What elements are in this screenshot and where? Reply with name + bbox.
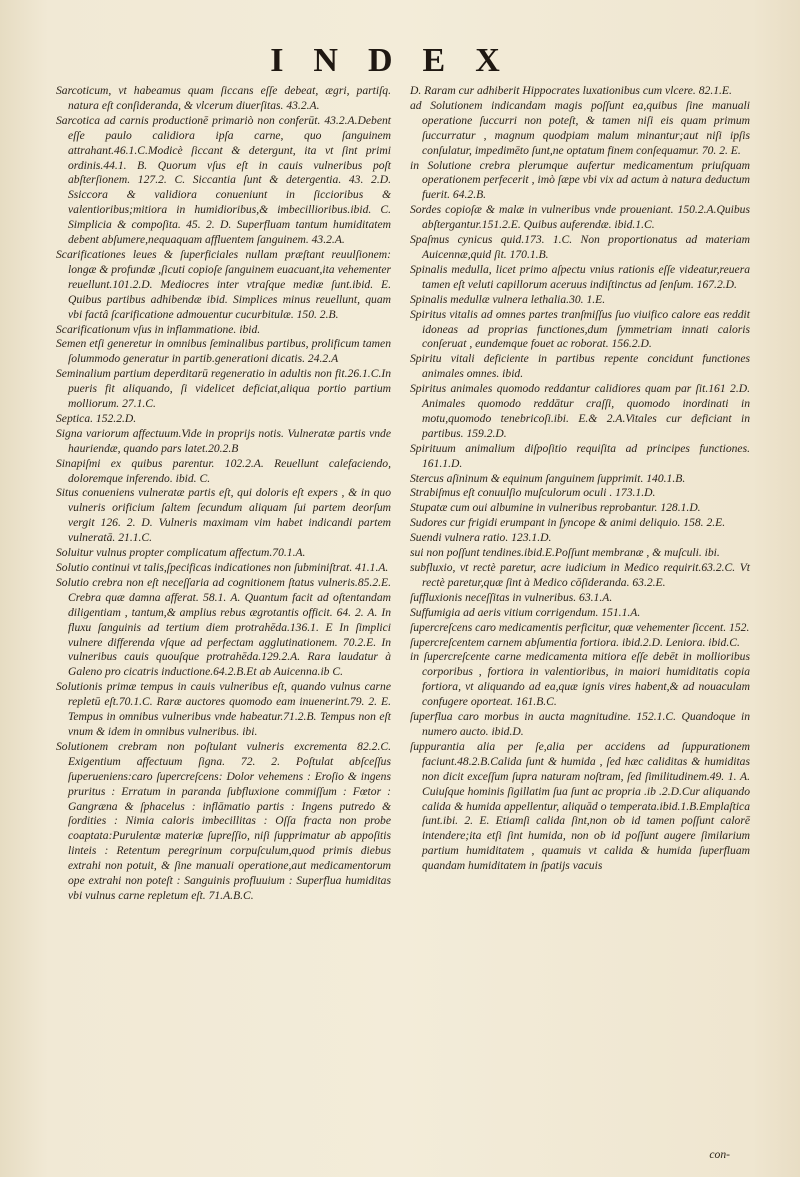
index-entry: Suendi vulnera ratio. 123.1.D. xyxy=(410,531,552,545)
index-column-right xyxy=(410,84,750,874)
index-entry: Stercus aſininum & equinum ſanguinem ſupprimit. 140.1.B. xyxy=(410,471,686,485)
index-entry: Solutionis primæ tempus in cauis vulneribus eſt, quando vulnus carne repletū eſt.70.1.C. Raræ auctores quomodo eam inuenerint.79. 2. E. Tempus in omnibus vulneribus vnde habeatur.71.2.B. Tempus non eſt vnum & idem in omnibus vulneribus. ibi. xyxy=(56,680,391,738)
index-entry: ſupercreſcens caro medicamentis perficitur, quæ vehementer ſiccent. 152. xyxy=(410,620,750,634)
index-entry: Sordes copioſæ & malæ in vulneribus vnde proueniant. 150.2.A.Quibus abſtergantur.151.2.E. Quibus auferendæ. ibid.1.C. xyxy=(410,203,750,232)
index-entry: Situs conueniens vulneratæ partis eſt, qui doloris eſt expers , & in quo vulneris orificium ſaltem ſecundum aliquam ſui partem deorſum vergit 126. 2. D. Vulneris maximam vim habet indicandi partem vulneratā. 21.1.C. xyxy=(56,486,391,545)
index-column-left xyxy=(56,84,391,904)
index-entry: D. Raram cur adhiberit Hippocrates luxationibus cum vlcere. 82.1.E. xyxy=(410,84,732,97)
index-entry: ſupercreſcentem carnem abſumentia fortiora. ibid.2.D. Leniora. ibid.C. xyxy=(410,635,740,649)
index-entry: Septica. 152.2.D. xyxy=(56,411,137,425)
index-entry: Strabiſmus eſt conuulſio muſculorum oculi . 173.1.D. xyxy=(410,486,656,500)
index-entry: subfluxio, vt rectè paretur, acre iudicium in Medico requirit.63.2.C. Vt rectè paretur,quæ ſint à Medico cōſideranda. 63.2.E. xyxy=(410,561,750,589)
index-entry: Spiritus animales quomodo reddantur calidiores quam par ſit.161 2.D. Animales quomodo reddātur craſſi, quomodo inordinati in motu,quomodo tenebricoſi.ibi. E.& 2.A.Vitales cur deficiant in partibus. 159.2.D. xyxy=(410,382,750,440)
index-entry: ad Solutionem indicandam magis poſſunt ea,quibus ſine manuali operatione ſuccurri non poteſt, & tamen niſi eis quam primum ſuccurratur , magnum quodpiam malum minantur;aut niſi ipſis conſulatur, impedimēto ſunt,ne optatum finem conſequamur. 70. 2. E. xyxy=(410,98,750,157)
index-entry: Solutio continui vt talis,ſpecificas indicationes non ſubminiſtrat. 41.1.A. xyxy=(56,561,389,574)
index-entry: sui non poſſunt tendines.ibid.E.Poſſunt membranæ , & muſculi. ibi. xyxy=(410,546,720,560)
index-entry: Spiritu vitali deficiente in partibus repente concidunt functiones animales omnes. ibid. xyxy=(410,352,750,381)
index-entry: Soluitur vulnus propter complicatum affectum.70.1.A. xyxy=(56,546,306,560)
index-entry: ſuperflua caro morbus in aucta magnitudine. 152.1.C. Quandoque in numero aucto. ibid.D. xyxy=(410,710,750,738)
index-entry: Signa variorum affectuum.Vide in proprijs notis. Vulneratæ partis vnde hauriendæ, quando pars latet.20.2.B xyxy=(56,426,391,455)
index-entry: Suffumigia ad aeris vitium corrigendum. 151.1.A. xyxy=(410,605,641,619)
page-title: INDEX xyxy=(270,42,530,79)
index-entry: Scarificationes leues & ſuperficiales nullam præſtant reuulſionem: longæ & profundæ ,ſicuti copioſe ſanguinem euacuant,ita vehementer reuellunt.101.2.D. Mediocres inter vtraſque mediæ ſunt.ibid. E. Quibus partibus adhibendæ ibid. Simplices minus reuellunt, quam vbi factâ ſcarificatione admouentur cucurbitulæ. 150. 2.B. xyxy=(56,247,391,321)
index-entry: Semen etſi generetur in omnibus ſeminalibus partibus, prolificum tamen ſolummodo generatur in partib.generationi dicatis. 24.2.A xyxy=(56,337,391,366)
index-entry: Spaſmus cynicus quid.173. 1.C. Non proportionatus ad materiam Auicennæ,quid ſit. 170.1.B. xyxy=(410,233,750,261)
index-entry: in ſupercreſcente carne medicamenta mitiora eſſe debēt in mollioribus corporibus , fortiora in valentioribus, in maiori humiditatis copia fortiora, vt aliquando ad ea,quæ ignis vires habent,& ad nouaculam confugere oporteat. 161.B.C. xyxy=(410,650,750,709)
index-entry: Sarcoticum, vt habeamus quam ſiccans eſſe debeat, ægri, partiſq. natura eſt conſideranda, & vlcerum diuerſitas. 43.2.A. xyxy=(56,84,391,112)
index-entry: Spirituum animalium diſpoſitio requiſita ad principes functiones. 161.1.D. xyxy=(410,441,750,470)
index-entry: Spiritus vitalis ad omnes partes tranſmiſſus ſuo viuifico calore eas reddit idoneas ad proprias functiones,dum ſymmetriam innati caloris conſeruat , eundemque fouet ac roborat. 156.2.D. xyxy=(410,307,750,351)
index-entry: ſuppurantia alia per ſe,alia per accidens ad ſuppurationem faciunt.48.2.B.Calida ſunt & humida , ſed hæc caliditas & humiditas non dicit exceſſum ſupra naturam noſtram, ſed ſimilitudinem.49. 1. A. Cuiuſque hominis ſigillatim ſua ſunt ac propria .ib .2.D.Cur aliquando calida & humida appellentur, aliquād o temperata.ibid.1.B.Emplaſtica ſunt.ibi. 2. E. Etiamſi calida ſint,non ob id tamen poſſunt calorē intendere;ita etſi ſint humida, non ob id poſſunt augere ſimilarium partium humiditatem , quamuis vt calida & humida ſuperfluam quandam humiditatem in ſpatijs vacuis xyxy=(410,739,750,873)
catchword: con- xyxy=(709,1148,730,1161)
index-entry: Sarcotica ad carnis productionē primariò non conferūt. 43.2.A.Debent eſſe paulo calidiora ipſa carne, quo ſanguinem attrahant.46.1.C.Modicè ſiccant & detergunt, ita vt ſint primi ordinis.44.1. B. Quorum vſus eſt in cauis vulneribus poſt abſterſionem. 127.2. C. Siccantia ſunt & detergentia. 43. 2.D. Ssiccora & validiora conueniunt in ſiccioribus & valentioribus;mitiora in humidioribus,& imbecillioribus.ibid. C. Simplicia & compoſita. 45. 2. D. Superfluam tantum humiditatem debent abſumere,nequaquam affluentem ſanguinem. 43.2.A. xyxy=(56,113,391,247)
index-entry: Stupatæ cum oui albumine in vulneribus reprobantur. 128.1.D. xyxy=(410,501,701,515)
index-entry: Sinapiſmi ex quibus parentur. 102.2.A. Reuellunt calefaciendo, doloremque inferendo. ibid. C. xyxy=(56,456,391,485)
index-entry: Solutionem crebram non poſtulant vulneris excrementa 82.2.C. Exigentium affectuum ſigna. 72. 2. Poſtulat abſceſſus ſuperueniens:caro ſupercreſcens: Dolor vehemens : Eroſio & ingens pruritus : Erratum in paranda ſubfluxione commiſſum : Fœtor : Gangræna & ſphacelus : inflāmatio partis : Ingens putredo & ſordities : Nimia caloris imbecillitas : Oſſa fracta non probe coaptata:Purulentæ materiæ ſupreſſio, niſi ſupprimatur ab appoſitis linteis : Retentum peregrinum corpuſculum,quod primis diebus extrahi non potuit, & ſine manuali operatione,aut medicamentorum ope extrahi non poteſt : Sanguinis profluuium : Superflua humiditas vbi vulnus carne repletum eſt. 71.A.B.C. xyxy=(56,739,391,902)
index-entry: Sudores cur frigidi erumpant in ſyncope & animi deliquio. 158. 2.E. xyxy=(410,516,726,530)
index-entry: in Solutione crebra plerumque aufertur medicamentum priuſquam operationem perfecerit , imò ſæpe vbi vix ad actum à natura deductum fuerit. 64.2.B. xyxy=(410,158,750,202)
index-entry: Scarificationum vſus in inflammatione. ibid. xyxy=(56,322,261,336)
index-entry: Solutio crebra non eſt neceſſaria ad cognitionem ſtatus vulneris.85.2.E. Crebra quæ damna afferat. 58.1. A. Quantum facit ad oſtentandam diligentiam , tantum,& amplius rebus ægrotantis officit. 64. 2. A. In fluxu ſanguinis ad tertium diem protrahēda.136.1. E In ſimplici vulnere differenda vſque ad perfectam agglutinationem. 70.2.E. In vulneribus cauis quouſque protrahēda.129.2.A. Rara laudatur à Galeno pro cicatris inductione.64.2.B.Et ab Auicenna.ib C. xyxy=(56,575,391,679)
index-entry: ſuffluxionis neceſſitas in vulneribus. 63.1.A. xyxy=(410,590,613,604)
index-entry: Spinalis medulla, licet primo aſpectu vnius rationis eſſe videatur,reuera tamen eſt veluti capillorum aceruus indiſtinctus ad ſenſum. 167.2.D. xyxy=(410,262,750,291)
index-entry: Seminalium partium deperditarū regeneratio in adultis non fit.26.1.C.In pueris fit aliquando, ſi videlicet deficiat,aliqua portio partium molliorum. 27.1.C. xyxy=(56,367,391,411)
index-entry: Spinalis medullæ vulnera lethalia.30. 1.E. xyxy=(410,292,606,306)
